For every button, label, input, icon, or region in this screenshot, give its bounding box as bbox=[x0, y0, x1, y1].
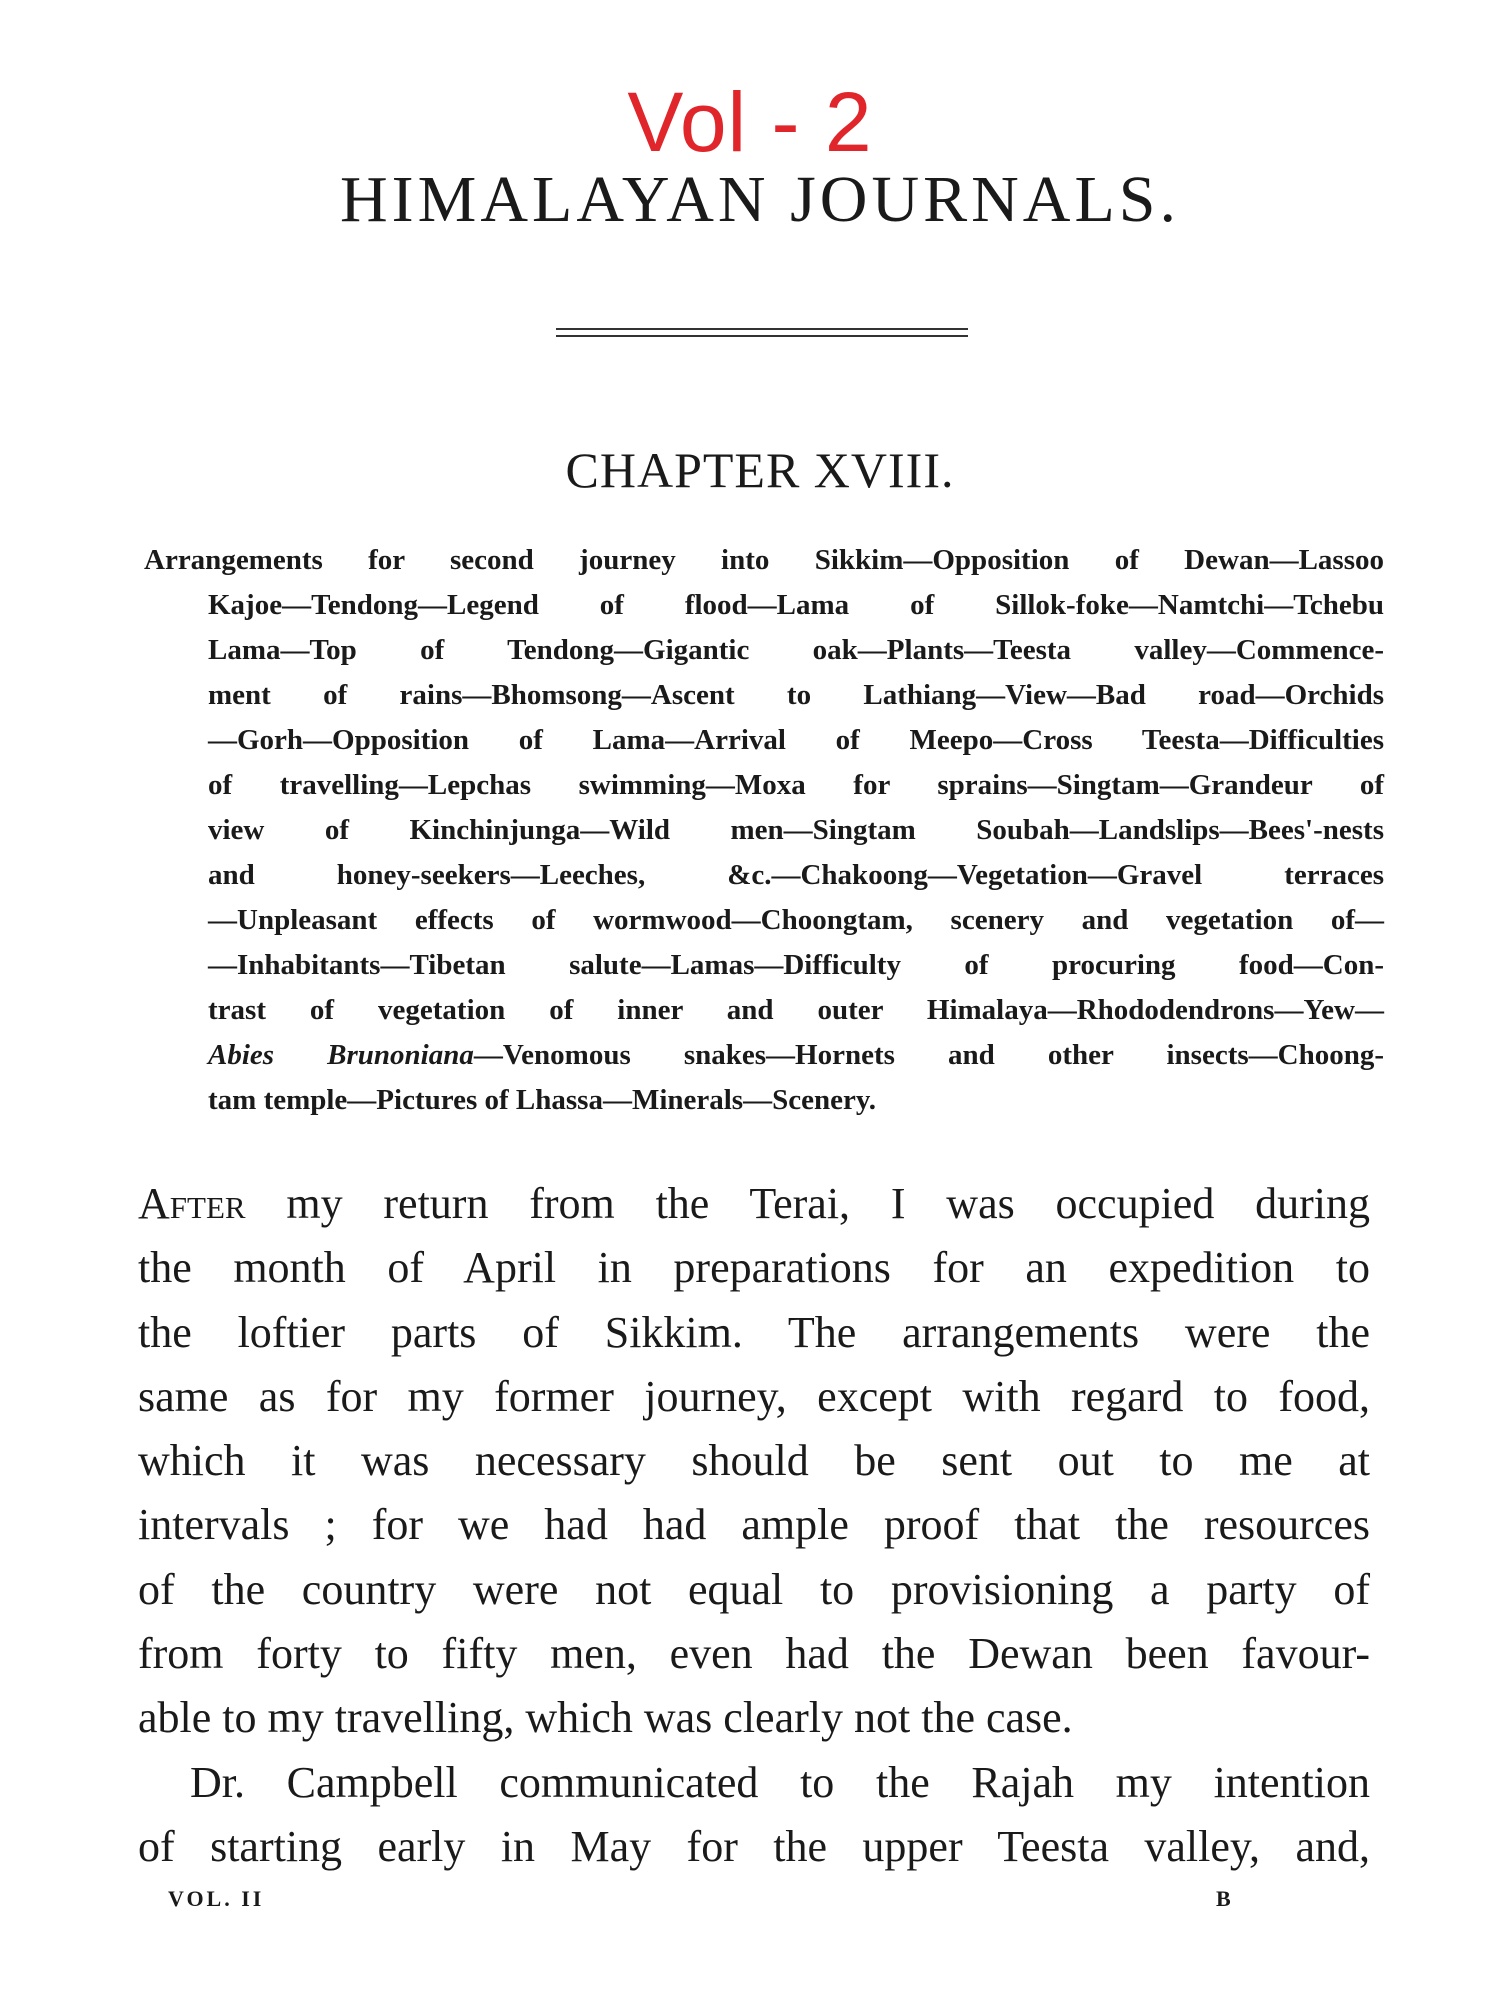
book-title: HIMALAYAN JOURNALS. bbox=[340, 163, 1180, 236]
summary-line: of travelling—Lepchas swimming—Moxa for sprains—Singtam—Grandeur of bbox=[208, 769, 1384, 801]
summary-line: —Unpleasant effects of wormwood—Choongtam, scenery and vegetation of— bbox=[208, 904, 1384, 936]
botanical-name: Abies Brunoniana bbox=[208, 1039, 474, 1071]
body-line bbox=[138, 1172, 1370, 1236]
summary-line: Arrangements for second journey into Sikkim—Opposition of Dewan—Lassoo bbox=[144, 544, 1384, 576]
body-text bbox=[138, 1172, 1370, 1879]
body-line: the loftier parts of Sikkim. The arrangements were the bbox=[138, 1307, 1370, 1357]
summary-line: —Inhabitants—Tibetan salute—Lamas—Difficulty of procuring food—Con- bbox=[208, 949, 1384, 981]
body-line: able to my travelling, which was clearly not the case. bbox=[138, 1693, 1073, 1743]
body-line: from forty to fifty men, even had the Dewan been favour- bbox=[138, 1629, 1370, 1679]
summary-line: Abies Brunoniana—Venomous snakes—Hornets and other insects—Choong- bbox=[208, 1039, 1384, 1071]
footer-volume-mark: VOL. II bbox=[168, 1886, 265, 1911]
summary-line: trast of vegetation of inner and outer Himalaya—Rhododendrons—Yew— bbox=[208, 994, 1384, 1026]
summary-line: —Gorh—Opposition of Lama—Arrival of Meepo—Cross Teesta—Difficulties bbox=[208, 724, 1384, 756]
summary-line: Kajoe—Tendong—Legend of flood—Lama of Sillok-foke—Namtchi—Tchebu bbox=[208, 589, 1384, 621]
title-rule-bottom bbox=[556, 335, 968, 337]
summary-line: and honey-seekers—Leeches, &c.—Chakoong—Vegetation—Gravel terraces bbox=[208, 859, 1384, 891]
volume-label: Vol - 2 bbox=[627, 75, 873, 169]
opening-small-caps: After bbox=[138, 1179, 246, 1228]
summary-line: tam temple—Pictures of Lhassa—Minerals—Scenery. bbox=[208, 1084, 876, 1116]
body-line: which it was necessary should be sent out to me at bbox=[138, 1436, 1370, 1486]
body-line: of the country were not equal to provisioning a party of bbox=[138, 1564, 1370, 1614]
body-line: of starting early in May for the upper Teesta valley, and, bbox=[138, 1821, 1370, 1871]
title-rule-top bbox=[556, 328, 968, 330]
chapter-title: CHAPTER XVIII. bbox=[565, 442, 955, 498]
body-line: intervals ; for we had had ample proof that the resources bbox=[138, 1500, 1370, 1550]
body-line-text: my return from the Terai, I was occupied during bbox=[245, 1179, 1370, 1228]
body-line: same as for my former journey, except with regard to food, bbox=[138, 1371, 1370, 1421]
body-line: Dr. Campbell communicated to the Rajah my intention bbox=[190, 1757, 1370, 1807]
body-line: the month of April in preparations for an expedition to bbox=[138, 1243, 1370, 1293]
footer-signature-mark: B bbox=[1216, 1886, 1231, 1911]
summary-line: view of Kinchinjunga—Wild men—Singtam Soubah—Landslips—Bees'-nests bbox=[208, 814, 1384, 846]
chapter-summary bbox=[144, 538, 1384, 1123]
summary-line: ment of rains—Bhomsong—Ascent to Lathiang—View—Bad road—Orchids bbox=[208, 679, 1384, 711]
summary-line: Lama—Top of Tendong—Gigantic oak—Plants—Teesta valley—Commence- bbox=[208, 634, 1384, 666]
